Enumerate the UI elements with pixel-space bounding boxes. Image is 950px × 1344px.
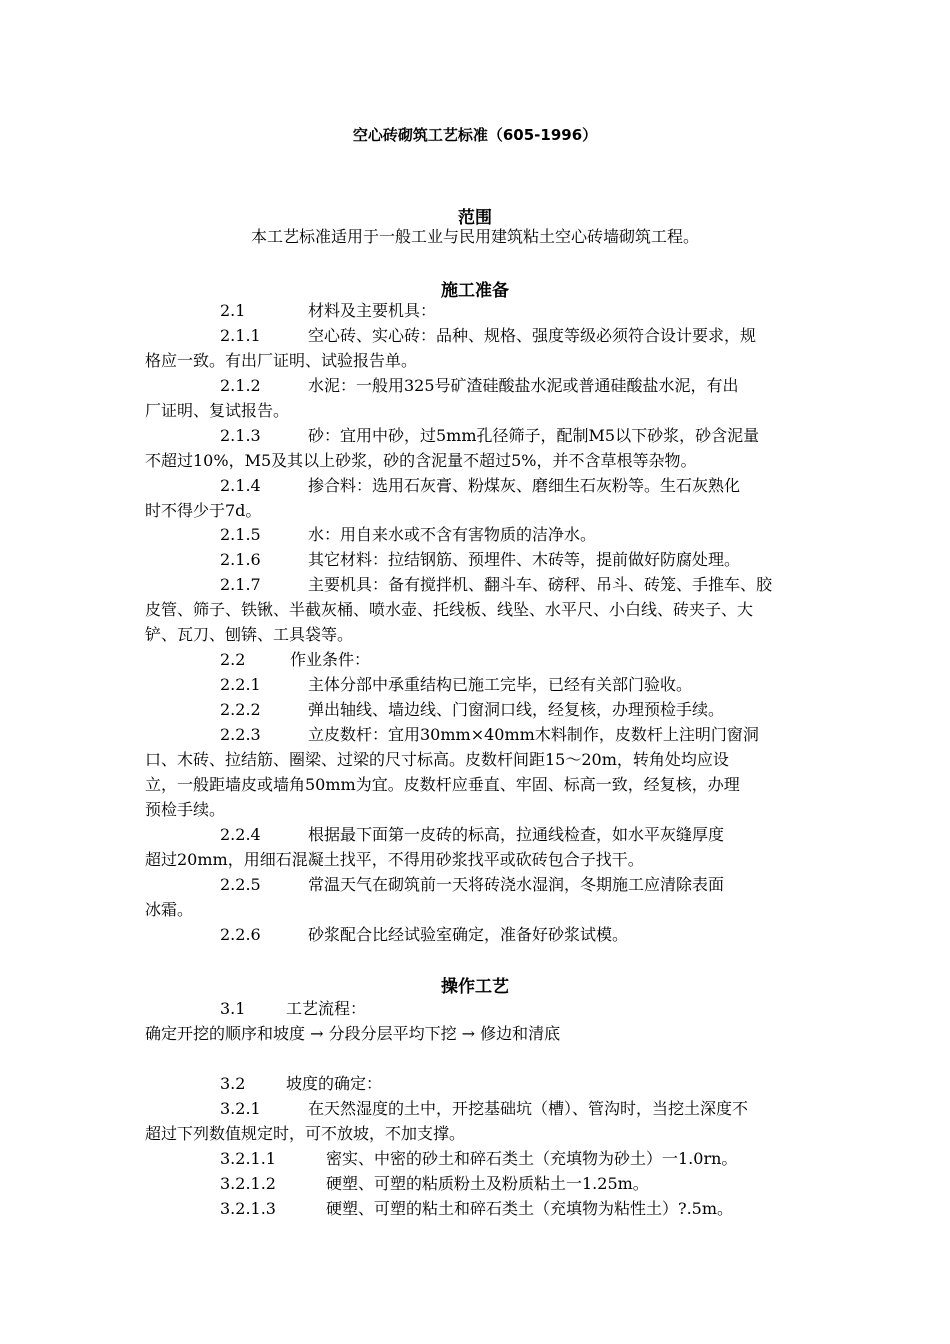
prep-item-2-2-3-cont: 口、木砖、拉结筋、圈梁、过梁的尺寸标高。皮数杆间距15～20m，转角处均应设 bbox=[145, 750, 729, 769]
item-text: 砂：宜用中砂，过5mm孔径筛子，配制M5以下砂浆，砂含泥量 bbox=[308, 426, 760, 445]
item-number: 2.2.3 bbox=[220, 725, 261, 744]
item-text: 其它材料：拉结钢筋、预埋件、木砖等，提前做好防腐处理。 bbox=[308, 550, 741, 569]
item-number: 3.2 bbox=[220, 1074, 246, 1093]
prep-item-2-1-3-cont: 不超过10%，M5及其以上砂浆，砂的含泥量不超过5%，并不含草根等杂物。 bbox=[145, 451, 697, 470]
item-text: 主要机具：备有搅拌机、翻斗车、磅秤、吊斗、砖笼、手推车、胶 bbox=[308, 575, 773, 594]
item-number: 2.1.1 bbox=[220, 326, 261, 345]
prep-item-2-1-4 bbox=[220, 475, 740, 497]
item-text: 硬塑、可塑的粘土和碎石类土（充填物为粘性土）?.5m。 bbox=[326, 1199, 734, 1218]
item-number: 3.2.1.3 bbox=[220, 1199, 276, 1218]
item-number: 2.2.5 bbox=[220, 875, 261, 894]
prep-item-2-2-3 bbox=[220, 724, 759, 746]
prep-item-2-1-2-cont: 厂证明、复试报告。 bbox=[145, 401, 290, 420]
heading-prep: 施工准备 bbox=[441, 281, 509, 301]
prep-item-2-2-3-cont2: 立，一般距墙皮或墙角50mm为宜。皮数杆应垂直、牢固、标高一致，经复核，办理 bbox=[145, 775, 740, 794]
item-number: 2.2.6 bbox=[220, 925, 261, 944]
item-text: 水泥：一般用325号矿渣硅酸盐水泥或普通硅酸盐水泥，有出 bbox=[308, 376, 739, 395]
item-text: 立皮数杆：宜用30mm×40mm木料制作，皮数杆上注明门窗洞 bbox=[308, 725, 759, 744]
item-number: 3.2.1.1 bbox=[220, 1149, 276, 1168]
prep-item-2-2-4 bbox=[220, 824, 724, 846]
item-number: 2.2 bbox=[220, 650, 246, 669]
item-text: 材料及主要机具： bbox=[308, 301, 437, 320]
item-number: 2.1.7 bbox=[220, 575, 261, 594]
item-number: 2.1.3 bbox=[220, 426, 261, 445]
item-text: 密实、中密的砂土和碎石类土（充填物为砂土）一1.0rn。 bbox=[326, 1149, 738, 1168]
item-text: 常温天气在砌筑前一天将砖浇水湿润，冬期施工应清除表面 bbox=[308, 875, 725, 894]
prep-item-2-2-5-cont: 冰霜。 bbox=[145, 900, 194, 919]
ops-item-3-2 bbox=[220, 1073, 382, 1095]
ops-item-3-2-1-3 bbox=[220, 1198, 733, 1220]
prep-item-2-2-5 bbox=[220, 874, 724, 896]
item-number: 3.2.1.2 bbox=[220, 1174, 276, 1193]
heading-scope: 范围 bbox=[458, 208, 492, 228]
prep-item-2-1-2 bbox=[220, 375, 739, 397]
process-flow: 确定开挖的顺序和坡度 → 分段分层平均下挖 → 修边和清底 bbox=[145, 1024, 561, 1043]
item-number: 2.1.2 bbox=[220, 376, 261, 395]
item-number: 3.1 bbox=[220, 999, 246, 1018]
document-title: 空心砖砌筑工艺标准（605-1996） bbox=[352, 126, 598, 144]
item-text: 水：用自来水或不含有害物质的洁净水。 bbox=[308, 525, 597, 544]
prep-item-2-1-1-cont: 格应一致。有出厂证明、试验报告单。 bbox=[145, 351, 418, 370]
prep-item-2-1-3 bbox=[220, 425, 759, 447]
item-number: 2.1.6 bbox=[220, 550, 261, 569]
scope-text: 本工艺标准适用于一般工业与民用建筑粘土空心砖墙砌筑工程。 bbox=[250, 227, 699, 246]
prep-item-2-2 bbox=[220, 649, 370, 671]
item-text: 主体分部中承重结构已施工完毕，已经有关部门验收。 bbox=[308, 675, 693, 694]
heading-ops: 操作工艺 bbox=[441, 977, 509, 997]
item-number: 2.2.1 bbox=[220, 675, 261, 694]
item-number: 2.1 bbox=[220, 301, 246, 320]
item-number: 2.1.5 bbox=[220, 525, 261, 544]
item-text: 作业条件： bbox=[290, 650, 371, 669]
prep-item-2-2-1 bbox=[220, 674, 692, 696]
item-text: 在天然湿度的土中，开挖基础坑（槽）、管沟时，当挖土深度不 bbox=[308, 1099, 749, 1118]
ops-item-3-2-1-1 bbox=[220, 1148, 737, 1170]
item-number: 3.2.1 bbox=[220, 1099, 261, 1118]
prep-item-2-1-6 bbox=[220, 549, 740, 571]
ops-item-3-1 bbox=[220, 998, 366, 1020]
ops-item-3-2-1-cont: 超过下列数值规定时，可不放坡，不加支撑。 bbox=[145, 1124, 466, 1143]
prep-item-2-2-6 bbox=[220, 924, 628, 946]
prep-item-2-1-5 bbox=[220, 524, 596, 546]
item-text: 砂浆配合比经试验室确定，准备好砂浆试模。 bbox=[308, 925, 629, 944]
prep-item-2-1-4-cont: 时不得少于7d。 bbox=[145, 501, 262, 520]
prep-item-2-1-7 bbox=[220, 574, 772, 596]
prep-item-2-1 bbox=[220, 300, 436, 322]
prep-item-2-1-1 bbox=[220, 325, 756, 347]
prep-item-2-2-3-cont3: 预检手续。 bbox=[145, 800, 226, 819]
item-text: 硬塑、可塑的粘质粉土及粉质粘土一1.25m。 bbox=[326, 1174, 649, 1193]
prep-item-2-2-2 bbox=[220, 699, 724, 721]
item-text: 坡度的确定： bbox=[286, 1074, 383, 1093]
ops-item-3-2-1-2 bbox=[220, 1173, 649, 1195]
ops-item-3-2-1 bbox=[220, 1098, 748, 1120]
prep-item-2-2-4-cont: 超过20mm，用细石混凝土找平，不得用砂浆找平或砍砖包合子找干。 bbox=[145, 850, 644, 869]
item-text: 弹出轴线、墙边线、门窗洞口线，经复核，办理预检手续。 bbox=[308, 700, 725, 719]
item-text: 掺合料：选用石灰膏、粉煤灰、磨细生石灰粉等。生石灰熟化 bbox=[308, 476, 741, 495]
prep-item-2-1-7-cont2: 铲、瓦刀、刨锛、工具袋等。 bbox=[145, 625, 354, 644]
prep-item-2-1-7-cont: 皮管、筛子、铁锹、半截灰桶、喷水壶、托线板、线坠、水平尺、小白线、砖夹子、大 bbox=[145, 600, 754, 619]
item-number: 2.2.2 bbox=[220, 700, 261, 719]
item-text: 根据最下面第一皮砖的标高，拉通线检查，如水平灰缝厚度 bbox=[308, 825, 725, 844]
item-number: 2.2.4 bbox=[220, 825, 261, 844]
item-text: 空心砖、实心砖：品种、规格、强度等级必须符合设计要求，规 bbox=[308, 326, 757, 345]
item-number: 2.1.4 bbox=[220, 476, 261, 495]
item-text: 工艺流程： bbox=[286, 999, 367, 1018]
